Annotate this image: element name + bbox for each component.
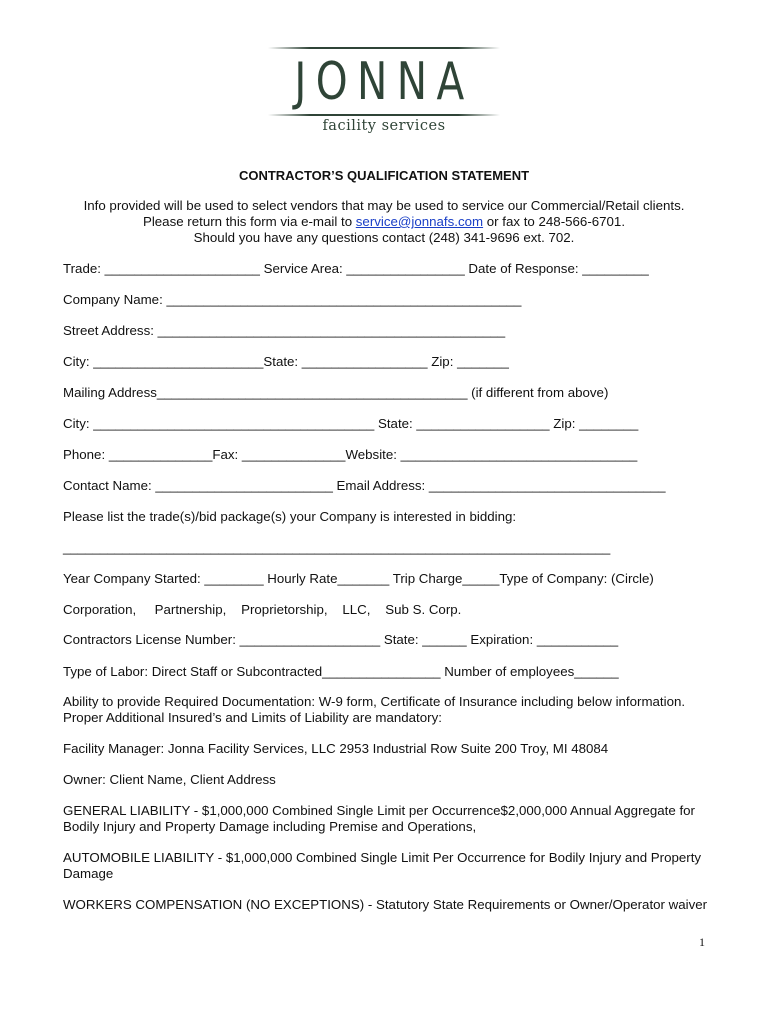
intro-block [0,198,768,246]
license-state-expiration-fields[interactable]: Contractors License Number: ___________________ State: ______ Expiration: ___________ [63,632,619,647]
trade-list-field[interactable]: __________________________________________________________________________ [63,540,611,555]
service-email-link[interactable]: service@jonnafs.com [355,214,484,229]
company-name-field[interactable]: Company Name: ________________________________________________ [63,292,522,307]
company-type-options[interactable]: Corporation, Partnership, Proprietorship, LLC, Sub S. Corp. [63,602,462,617]
mailing-city-state-zip-fields[interactable]: City: ______________________________________ State: __________________ Zip: ________ [63,416,639,431]
city-state-zip-fields[interactable]: City: _______________________State: _________________ Zip: _______ [63,354,509,369]
logo-wordmark: JONNA [294,52,474,112]
intro-line-2-before: Please return this form via e-mail to [142,214,356,229]
logo-bottom-rule [268,114,500,116]
logo-subtitle: facility services [322,118,446,134]
contact-email-fields[interactable]: Contact Name: ________________________ Email Address: ________________________________ [63,478,666,493]
general-liability-paragraph: GENERAL LIABILITY - $1,000,000 Combined Single Limit per Occurrence$2,000,000 Annual Aggregate for Bodily Injury and Property Damage including Premise and Operations, [63,803,695,834]
workers-compensation-paragraph: WORKERS COMPENSATION (NO EXCEPTIONS) - Statutory State Requirements or Owner/Operator waiver [63,897,708,912]
mailing-address-field[interactable]: Mailing Address__________________________________________ (if different from above) [63,385,609,400]
trade-service-area-date-fields[interactable]: Trade: _____________________ Service Area: ________________ Date of Response: _________ [63,261,649,276]
intro-line-2-after: or fax to 248-566-6701. [483,214,626,229]
labor-employees-fields[interactable]: Type of Labor: Direct Staff or Subcontracted________________ Number of employees______ [63,664,619,679]
automobile-liability-paragraph: AUTOMOBILE LIABILITY - $1,000,000 Combined Single Limit Per Occurrence for Bodily Injury and Property Damage [63,850,702,881]
phone-fax-website-fields[interactable]: Phone: ______________Fax: ______________Website: ________________________________ [63,447,638,462]
street-address-field[interactable]: Street Address: _______________________________________________ [63,323,506,338]
documentation-paragraph: Ability to provide Required Documentation: W-9 form, Certificate of Insurance including below information. Proper Additional Insured’s and Limits of Liability are mandatory: [63,694,686,725]
page-number: 1 [699,935,705,949]
owner-line: Owner: Client Name, Client Address [63,772,276,787]
intro-line-2 [0,214,768,230]
intro-line-1: Info provided will be used to select vendors that may be used to service our Commercial/Retail clients. [83,198,685,213]
intro-line-3: Should you have any questions contact (248) 341-9696 ext. 702. [193,230,575,245]
logo-top-rule [268,47,500,49]
facility-manager-line: Facility Manager: Jonna Facility Services, LLC 2953 Industrial Row Suite 200 Troy, MI 48084 [63,741,609,756]
jonna-logo [268,44,500,140]
year-rate-trip-type-fields[interactable]: Year Company Started: ________ Hourly Rate_______ Trip Charge_____Type of Company: (Circle) [63,571,654,586]
trade-list-prompt: Please list the trade(s)/bid package(s) your Company is interested in bidding: [63,509,517,524]
document-title: CONTRACTOR’S QUALIFICATION STATEMENT [238,168,530,183]
